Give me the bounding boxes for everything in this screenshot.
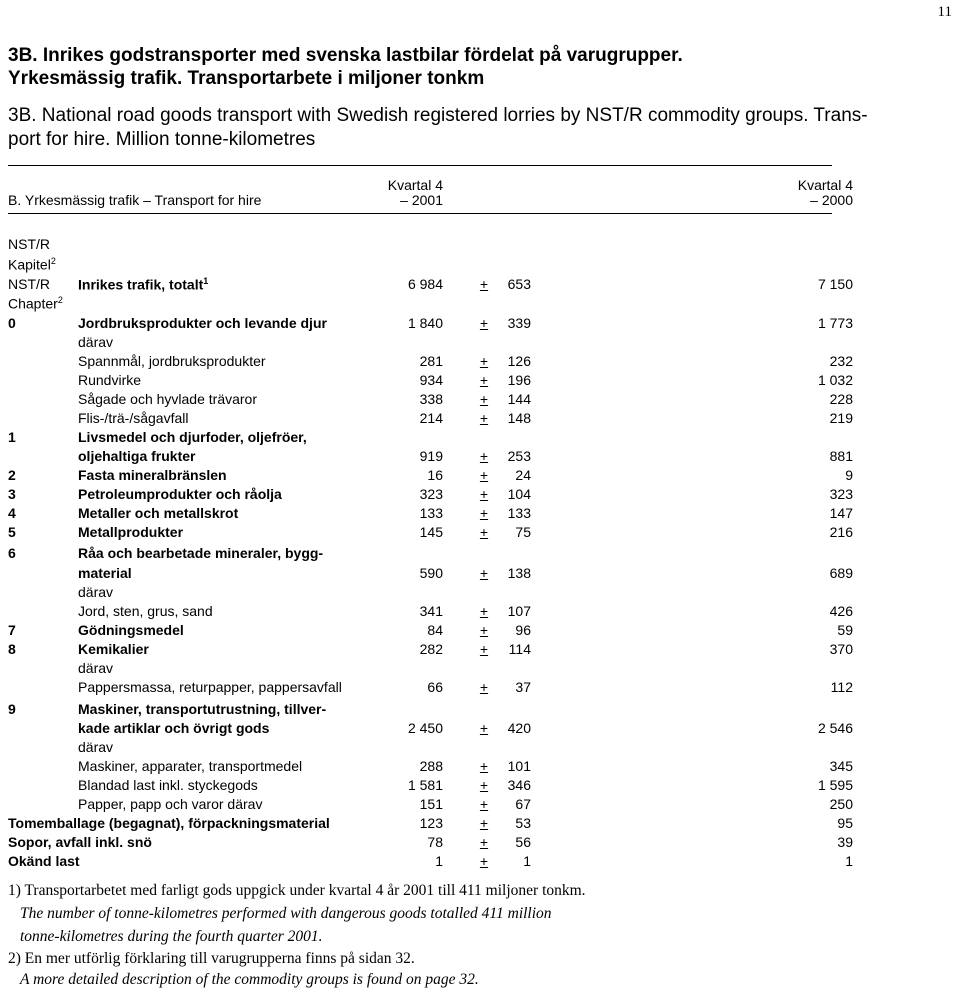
table-row (0, 372, 960, 391)
row-value-2000: 232 (829, 353, 853, 369)
row-code: 6 (8, 545, 16, 561)
row-code: Sopor, avfall inkl. snö (8, 834, 152, 850)
row-value-2000: 250 (829, 796, 853, 812)
row-change: 339 (507, 315, 531, 331)
title-en-line2: port for hire. Million tonne-kilometres (8, 129, 316, 150)
total-2000: 7 150 (817, 276, 853, 292)
row-change: 138 (507, 565, 531, 581)
table-row (0, 410, 960, 429)
row-code: 1 (8, 429, 16, 445)
row-plus-sign: + (479, 679, 489, 695)
row-plus-sign: + (479, 391, 489, 407)
row-value-2001: 123 (419, 815, 443, 831)
row-label: Papper, papp och varor därav (78, 796, 263, 812)
table-row (0, 758, 960, 777)
row-value-2001: 323 (419, 486, 443, 502)
table-row (0, 834, 960, 853)
table-row (0, 505, 960, 524)
col-2000-top: Kvartal 4 (797, 177, 853, 193)
row-change: 101 (507, 758, 531, 774)
row-change: 96 (515, 622, 531, 638)
row-change: 114 (508, 641, 531, 657)
row-value-2000: 112 (830, 679, 853, 695)
footnote-2-en: A more detailed description of the commodity groups is found on page 32. (20, 971, 479, 988)
row-label: därav (78, 660, 114, 676)
row-change: 67 (515, 796, 531, 812)
row-plus-sign: + (479, 353, 489, 369)
row-value-2001: 281 (419, 353, 443, 369)
table-row (0, 429, 960, 448)
row-value-2001: 1 840 (407, 315, 443, 331)
row-plus-sign: + (479, 622, 489, 638)
table-row (0, 353, 960, 372)
row-value-2000: 216 (829, 524, 853, 540)
row-plus-sign: + (479, 777, 489, 793)
row-label: Rundvirke (78, 372, 142, 388)
row-value-2001: 934 (419, 372, 443, 388)
row-plus-sign: + (479, 448, 489, 464)
row-value-2001: 84 (427, 622, 443, 638)
row-label: Flis-/trä-/sågavfall (78, 410, 189, 426)
row-plus-sign: + (479, 796, 489, 812)
table-row (0, 853, 960, 872)
row-change: 420 (507, 720, 531, 736)
row-label: Maskiner, transportutrustning, tillver- (78, 701, 327, 717)
row-label: kade artiklar och övrigt gods (78, 720, 270, 736)
header-rule (8, 213, 832, 214)
table-row (0, 796, 960, 815)
row-code: Okänd last (8, 853, 80, 869)
row-plus-sign: + (479, 524, 489, 540)
row-change: 126 (507, 353, 531, 369)
table-row (0, 467, 960, 486)
row-label: Jordbruksprodukter och levande djur (78, 315, 327, 331)
row-value-2000: 1 773 (817, 315, 853, 331)
table-row (0, 679, 960, 698)
row-plus-sign: + (479, 505, 489, 521)
col-2001-bottom: – 2001 (400, 192, 443, 208)
row-code: Tomemballage (begagnat), förpackningsmaterial (8, 815, 330, 831)
table-row (0, 701, 960, 720)
total-plus: + (479, 276, 489, 292)
title-sv-line2: Yrkesmässig trafik. Transportarbete i miljoner tonkm (8, 68, 485, 89)
row-plus-sign: + (479, 372, 489, 388)
row-label: Petroleumprodukter och råolja (78, 486, 282, 502)
row-value-2000: 147 (829, 505, 853, 521)
row-label: Spannmål, jordbruksprodukter (78, 353, 266, 369)
top-rule (8, 165, 832, 166)
row-code: 2 (8, 467, 16, 483)
row-plus-sign: + (479, 720, 489, 736)
row-change: 253 (507, 448, 531, 464)
row-label: material (78, 565, 132, 581)
row-code: 4 (8, 505, 16, 521)
footnote-2-sv: 2) En mer utförlig förklaring till varugrupperna finns på sidan 32. (8, 950, 415, 967)
row-change: 1 (523, 853, 531, 869)
row-label: därav (78, 334, 114, 350)
title-sv-line1: 3B. Inrikes godstransporter med svenska lastbilar fördelat på varugrupper. (8, 45, 683, 66)
title-en-line1: 3B. National road goods transport with Swedish registered lorries by NST/R commodity groups. Trans- (8, 105, 868, 126)
row-code: 9 (8, 701, 16, 717)
col-2001-top: Kvartal 4 (387, 177, 443, 193)
footnote-1-en-line1: The number of tonne-kilometres performed with dangerous goods totalled 411 million (20, 905, 552, 922)
row-change: 196 (507, 372, 531, 388)
row-value-2001: 919 (419, 448, 443, 464)
row-value-2001: 16 (427, 467, 443, 483)
row-change: 104 (507, 486, 531, 502)
row-plus-sign: + (479, 641, 489, 657)
row-value-2000: 95 (837, 815, 853, 831)
table-row (0, 486, 960, 505)
row-label: därav (78, 584, 114, 600)
row-label: Metaller och metallskrot (78, 505, 239, 521)
row-change: 75 (515, 524, 531, 540)
table-row (0, 777, 960, 796)
row-change: 148 (507, 410, 531, 426)
table-row (0, 545, 960, 564)
row-label: Pappersmassa, returpapper, pappersavfall (78, 679, 342, 695)
row-value-2001: 282 (419, 641, 443, 657)
row-label: Metallprodukter (78, 524, 184, 540)
table-row (0, 660, 960, 679)
row-value-2001: 145 (419, 524, 443, 540)
row-label: Kemikalier (78, 641, 149, 657)
table-row (0, 739, 960, 758)
row-value-2001: 1 581 (407, 777, 443, 793)
row-code: 5 (8, 524, 16, 540)
row-value-2000: 881 (829, 448, 853, 464)
row-value-2000: 1 (845, 853, 853, 869)
total-change: 653 (507, 276, 531, 292)
row-change: 144 (507, 391, 531, 407)
footnote-1-en-line2: tonne-kilometres during the fourth quarter 2001. (20, 928, 323, 945)
row-value-2000: 689 (829, 565, 853, 581)
row-change: 56 (515, 834, 531, 850)
table-row (0, 815, 960, 834)
row-plus-sign: + (479, 834, 489, 850)
row-code: 8 (8, 641, 16, 657)
row-value-2000: 323 (829, 486, 853, 502)
table-row (0, 622, 960, 641)
row-code: 3 (8, 486, 16, 502)
row-change: 37 (515, 679, 531, 695)
row-change: 346 (507, 777, 531, 793)
row-change: 53 (515, 815, 531, 831)
row-value-2000: 426 (829, 603, 853, 619)
row-plus-sign: + (479, 467, 489, 483)
row-value-2000: 370 (829, 641, 853, 657)
row-value-2001: 151 (419, 796, 443, 812)
row-change: 133 (507, 505, 531, 521)
row-change: 24 (515, 467, 531, 483)
table-row (0, 584, 960, 603)
row-label: Jord, sten, grus, sand (78, 603, 213, 619)
row-code: 7 (8, 622, 16, 638)
table-row (0, 334, 960, 353)
nstr-label-1: NST/R (8, 236, 50, 252)
row-label: Sågade och hyvlade trävaror (78, 391, 257, 407)
row-value-2001: 214 (419, 410, 443, 426)
row-value-2000: 219 (829, 410, 853, 426)
table-row (0, 603, 960, 622)
table-row (0, 391, 960, 410)
row-label: oljehaltiga frukter (78, 448, 196, 464)
row-value-2000: 1 032 (817, 372, 853, 388)
chapter-label: Chapter$^2$ (8, 295, 63, 312)
row-value-2001: 590 (419, 565, 443, 581)
row-value-2000: 228 (829, 391, 853, 407)
row-value-2001: 288 (419, 758, 443, 774)
table-row (0, 641, 960, 660)
total-label: Inrikes trafik, totalt$^1$ (78, 276, 209, 293)
table-row (0, 315, 960, 334)
row-label: Fasta mineralbränslen (78, 467, 227, 483)
row-code: 0 (8, 315, 16, 331)
table-row (0, 524, 960, 543)
row-change: 107 (507, 603, 531, 619)
row-value-2000: 39 (837, 834, 853, 850)
row-value-2001: 341 (419, 603, 443, 619)
col-2000-bottom: – 2000 (810, 192, 853, 208)
row-plus-sign: + (479, 565, 489, 581)
page-number: 11 (937, 4, 952, 20)
table-row (0, 448, 960, 467)
row-value-2001: 78 (427, 834, 443, 850)
row-value-2001: 2 450 (407, 720, 443, 736)
table-row (0, 565, 960, 584)
total-2001: 6 984 (407, 276, 443, 292)
footnote-1-sv: 1) Transportarbetet med farligt gods uppgick under kvartal 4 år 2001 till 411 miljoner tonkm. (8, 882, 586, 899)
row-value-2000: 2 546 (817, 720, 853, 736)
row-plus-sign: + (479, 603, 489, 619)
row-value-2001: 338 (419, 391, 443, 407)
row-value-2000: 59 (837, 622, 853, 638)
row-plus-sign: + (479, 815, 489, 831)
kapitel-label: Kapitel$^2$ (8, 256, 56, 273)
row-label: Blandad last inkl. styckegods (78, 777, 258, 793)
nstr-label-2: NST/R (8, 276, 50, 292)
row-plus-sign: + (479, 486, 489, 502)
row-plus-sign: + (479, 853, 489, 869)
table-row (0, 720, 960, 739)
row-label: Råa och bearbetade mineraler, bygg- (78, 545, 324, 561)
row-value-2000: 9 (845, 467, 853, 483)
row-label: Livsmedel och djurfoder, oljefröer, (78, 429, 307, 445)
row-plus-sign: + (479, 758, 489, 774)
row-value-2001: 66 (427, 679, 443, 695)
row-plus-sign: + (479, 315, 489, 331)
row-label: Gödningsmedel (78, 622, 184, 638)
row-label: Maskiner, apparater, transportmedel (78, 758, 303, 774)
row-plus-sign: + (479, 410, 489, 426)
row-value-2000: 345 (829, 758, 853, 774)
row-value-2001: 1 (435, 853, 443, 869)
row-value-2001: 133 (419, 505, 443, 521)
section-label: B. Yrkesmässig trafik – Transport for hire (8, 192, 262, 208)
total-row (0, 276, 960, 295)
row-value-2000: 1 595 (817, 777, 853, 793)
row-label: därav (78, 739, 114, 755)
